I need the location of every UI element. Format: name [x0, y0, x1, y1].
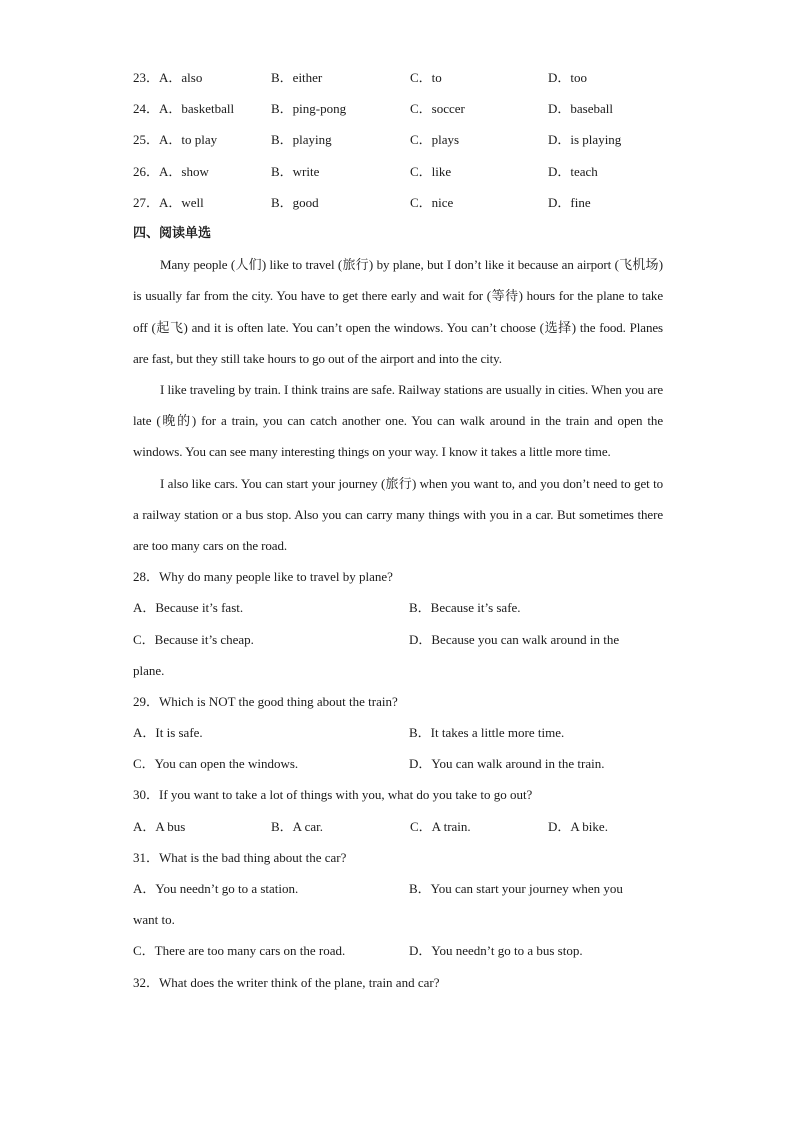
- option-b: B．write: [271, 163, 320, 179]
- option-b: B．Because it’s safe.: [409, 600, 521, 616]
- option-a: A．You needn’t go to a station.: [133, 881, 299, 897]
- option-b: B．ping-pong: [271, 101, 347, 117]
- section-title: 四、阅读单选: [133, 225, 212, 241]
- question-29-stem: 29．Which is NOT the good thing about the train?: [133, 693, 398, 709]
- option-d: D．fine: [548, 194, 591, 210]
- choice-row-26: [133, 156, 663, 187]
- question-31-options-ab: [133, 873, 663, 904]
- option-d: D．too: [548, 70, 588, 85]
- question-29-options-ab: [133, 717, 663, 748]
- option-b: B．It takes a little more time.: [409, 725, 565, 741]
- option-a: 27．A．well: [133, 194, 204, 210]
- question-31-options-cd: [133, 935, 663, 966]
- option-c: C．like: [410, 163, 452, 179]
- question-32-stem: 32．What does the writer think of the plane, train and car?: [133, 974, 440, 990]
- option-a: 24．A．basketball: [133, 101, 235, 117]
- choice-row-23: [133, 62, 663, 93]
- option-c: C．plays: [410, 132, 460, 148]
- option-d: D．baseball: [548, 101, 613, 117]
- option-a: A．A bus: [133, 818, 186, 834]
- option-a: A．Because it’s fast.: [133, 600, 244, 616]
- option-a: A．It is safe.: [133, 725, 203, 741]
- option-d-continuation: plane.: [133, 662, 165, 678]
- option-b-continuation: want to.: [133, 912, 175, 928]
- choice-row-24: [133, 93, 663, 124]
- question-28-options-ab: [133, 592, 663, 623]
- worksheet-page: [133, 62, 663, 998]
- passage-paragraph-3: I also like cars. You can start your journey (旅行) when you want to, and you don’t need to get to a railway station or a bus stop. Also you can carry many things with you in a car. But sometimes there are too many cars on the road.: [133, 475, 663, 553]
- option-b: B．playing: [271, 132, 332, 148]
- option-c: C．nice: [410, 194, 454, 210]
- passage-paragraph-2: I like traveling by train. I think trains are safe. Railway stations are usually in cities. When you are late (晚的) for a train, you can catch another one. You can walk around in the train and open the windows. You can see many interesting things on your way. I know it takes a little more time.: [133, 381, 663, 460]
- option-d: D．You can walk around in the train.: [409, 756, 605, 772]
- question-28-options-cd: [133, 624, 663, 655]
- option-d: D．Because you can walk around in the: [409, 631, 620, 647]
- question-30-options: [133, 811, 663, 842]
- choice-row-25: [133, 124, 663, 155]
- option-b: B．good: [271, 194, 319, 210]
- choice-row-27: [133, 187, 663, 218]
- option-c: C．A train.: [410, 818, 471, 834]
- question-28-stem: 28．Why do many people like to travel by plane?: [133, 569, 393, 585]
- option-c: C．You can open the windows.: [133, 756, 299, 772]
- option-c: C．to: [410, 70, 442, 85]
- option-b: B．either: [271, 70, 323, 85]
- passage-paragraph-1: Many people (人们) like to travel (旅行) by plane, but I don’t like it because an airport (飞机场) is usually far from the city. You have to get there early and wait for (等待) hours for the plane to take off (起飞) and it is often late. You can’t open the windows. You can’t choose (选择) the food. Planes are fast, but they still take hours to go out of the airport and into the city.: [133, 257, 663, 366]
- question-30-stem: 30．If you want to take a lot of things with you, what do you take to go out?: [133, 787, 533, 803]
- option-d: D．teach: [548, 163, 598, 179]
- option-c: C．There are too many cars on the road.: [133, 943, 346, 959]
- question-31-stem: 31．What is the bad thing about the car?: [133, 849, 347, 865]
- option-a: 23．A．also: [133, 70, 203, 85]
- option-d: D．You needn’t go to a bus stop.: [409, 943, 583, 959]
- option-d: D．is playing: [548, 132, 622, 148]
- option-a: 25．A．to play: [133, 132, 218, 148]
- option-a: 26．A．show: [133, 163, 209, 179]
- option-d: D．A bike.: [548, 818, 608, 834]
- option-b: B．A car.: [271, 818, 323, 834]
- option-c: C．Because it’s cheap.: [133, 631, 254, 647]
- option-c: C．soccer: [410, 101, 465, 117]
- option-b: B．You can start your journey when you: [409, 881, 623, 897]
- question-29-options-cd: [133, 748, 663, 779]
